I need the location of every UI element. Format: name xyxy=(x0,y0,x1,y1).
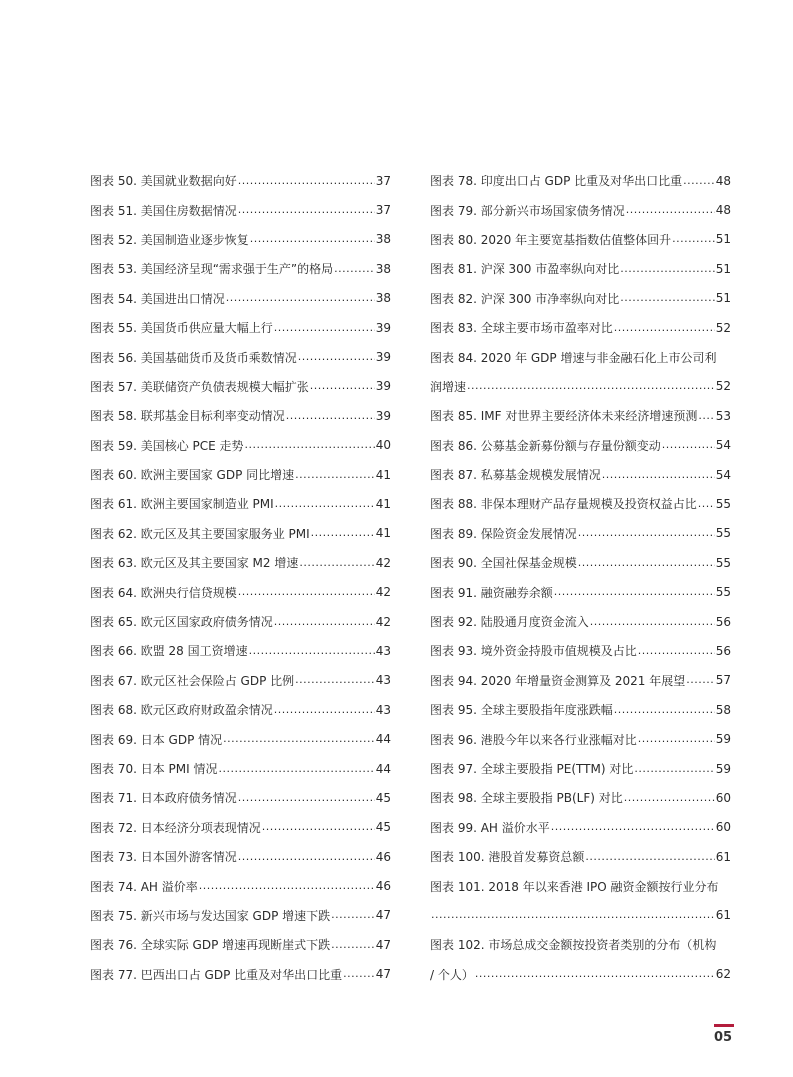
toc-entry[interactable] xyxy=(430,460,731,489)
toc-entry-page: 54 xyxy=(715,438,731,453)
toc-dot-leader xyxy=(238,792,375,804)
toc-entry-page: 42 xyxy=(375,614,391,629)
toc-dot-leader xyxy=(638,645,715,657)
toc-entry[interactable] xyxy=(430,607,731,636)
toc-entry-title: 图表 61. 欧洲主要国家制造业 PMI xyxy=(90,497,274,512)
toc-entry-page: 42 xyxy=(375,555,391,570)
toc-dot-leader xyxy=(223,733,375,745)
toc-entry-page: 55 xyxy=(715,526,731,541)
toc-entry[interactable] xyxy=(90,813,391,842)
toc-entry-title: 图表 71. 日本政府债务情况 xyxy=(90,791,237,806)
toc-dot-leader xyxy=(331,939,375,951)
toc-dot-leader xyxy=(298,351,375,363)
toc-entry-page: 43 xyxy=(375,673,391,688)
toc-entry-page: 56 xyxy=(715,614,731,629)
toc-entry[interactable] xyxy=(430,254,731,283)
toc-entry[interactable] xyxy=(90,254,391,283)
toc-entry[interactable] xyxy=(90,166,391,195)
toc-entry[interactable] xyxy=(430,871,731,900)
toc-entry-page: 61 xyxy=(715,908,731,923)
toc-dot-leader xyxy=(620,263,714,275)
toc-dot-leader xyxy=(554,586,715,598)
toc-dot-leader xyxy=(683,175,715,187)
toc-entry[interactable] xyxy=(90,636,391,665)
toc-dot-leader xyxy=(238,851,375,863)
toc-entry-page: 59 xyxy=(715,761,731,776)
toc-entry-title: 润增速 xyxy=(430,379,467,394)
toc-entry[interactable] xyxy=(90,871,391,900)
toc-entry-title: 图表 63. 欧元区及其主要国家 M2 增速 xyxy=(90,556,299,571)
toc-entry-title: 图表 96. 港股今年以来各行业涨幅对比 xyxy=(430,732,637,747)
toc-dot-leader xyxy=(590,616,715,628)
toc-dot-leader xyxy=(295,674,375,686)
toc-entry[interactable] xyxy=(430,225,731,254)
toc-dot-leader xyxy=(475,968,715,980)
toc-entry-page: 51 xyxy=(715,261,731,276)
toc-entry[interactable] xyxy=(90,225,391,254)
toc-entry-page: 53 xyxy=(715,408,731,423)
toc-entry-title: 图表 85. IMF 对世界主要经济体未来经济增速预测 xyxy=(430,409,698,424)
toc-entry-page: 52 xyxy=(715,320,731,335)
toc-dot-leader xyxy=(275,498,375,510)
toc-dot-leader xyxy=(274,616,375,628)
toc-entry[interactable] xyxy=(90,431,391,460)
toc-entry-title: 图表 65. 欧元区国家政府债务情况 xyxy=(90,615,273,630)
toc-entry[interactable] xyxy=(430,783,731,812)
toc-entry-page: 41 xyxy=(375,526,391,541)
toc-entry-title: 图表 70. 日本 PMI 情况 xyxy=(90,762,218,776)
toc-entry-title: 图表 75. 新兴市场与发达国家 GDP 增速下跌 xyxy=(90,908,331,923)
toc-entry-title: 图表 98. 全球主要股指 PB(LF) 对比 xyxy=(430,791,623,806)
toc-entry-page: 62 xyxy=(715,967,731,982)
toc-entry-page: 58 xyxy=(715,702,731,717)
toc-dot-leader xyxy=(226,292,375,304)
toc-entry-page: 44 xyxy=(375,732,391,747)
toc-dot-leader xyxy=(431,909,715,921)
toc-entry-page: 60 xyxy=(715,790,731,805)
toc-entry-title: 图表 79. 部分新兴市场国家债务情况 xyxy=(430,203,625,218)
toc-entry-page: 43 xyxy=(375,702,391,717)
toc-entry[interactable] xyxy=(430,666,731,695)
toc-entry-title: 图表 57. 美联储资产负债表规模大幅扩张 xyxy=(90,379,309,394)
toc-entry[interactable] xyxy=(90,342,391,371)
toc-entry[interactable] xyxy=(90,401,391,430)
toc-dot-leader xyxy=(686,674,714,686)
toc-dot-leader xyxy=(620,292,714,304)
toc-entry-page: 37 xyxy=(375,173,391,188)
toc-entry-title: 图表 60. 欧洲主要国家 GDP 同比增速 xyxy=(90,468,295,483)
toc-entry-page: 51 xyxy=(715,232,731,247)
toc-entry-title: 图表 74. AH 溢价率 xyxy=(90,879,198,894)
toc-entry[interactable] xyxy=(90,489,391,518)
toc-entry[interactable] xyxy=(90,754,391,783)
toc-entry-page: 51 xyxy=(715,291,731,306)
toc-dot-leader xyxy=(334,263,375,275)
toc-entry-page: 48 xyxy=(715,203,731,218)
toc-entry-title: 图表 84. 2020 年 GDP 增速与非金融石化上市公司利 xyxy=(430,350,717,365)
toc-entry[interactable] xyxy=(430,489,731,518)
toc-dot-leader xyxy=(602,469,715,481)
toc-entry-title: 图表 50. 美国就业数据向好 xyxy=(90,174,237,189)
toc-entry[interactable] xyxy=(430,754,731,783)
toc-entry[interactable] xyxy=(430,166,731,195)
toc-entry-title: 图表 101. 2018 年以来香港 IPO 融资金额按行业分布 xyxy=(430,879,719,894)
toc-entry-title: 图表 76. 全球实际 GDP 增速再现断崖式下跌 xyxy=(90,938,331,953)
toc-entry-title: 图表 94. 2020 年增量资金测算及 2021 年展望 xyxy=(430,673,686,688)
toc-dot-leader xyxy=(250,233,375,245)
toc-entry-title: 图表 58. 联邦基金目标利率变动情况 xyxy=(90,409,285,424)
toc-dot-leader xyxy=(578,527,715,539)
toc-entry-page: 39 xyxy=(375,350,391,365)
toc-dot-leader xyxy=(299,557,374,569)
toc-entry[interactable] xyxy=(90,930,391,959)
toc-entry-title: 图表 62. 欧元区及其主要国家服务业 PMI xyxy=(90,526,310,541)
toc-dot-leader xyxy=(238,204,375,216)
toc-entry[interactable] xyxy=(430,519,731,548)
toc-entry-title: 图表 82. 沪深 300 市净率纵向对比 xyxy=(430,291,620,306)
toc-entry[interactable] xyxy=(90,724,391,753)
toc-entry-title: 图表 102. 市场总成交金额按投资者类别的分布（机构 xyxy=(430,938,717,953)
toc-entry-title: 图表 67. 欧元区社会保险占 GDP 比例 xyxy=(90,673,295,688)
toc-dot-leader xyxy=(245,439,375,451)
toc-dot-leader xyxy=(311,527,375,539)
page-number: 05 xyxy=(714,1030,733,1045)
toc-entry[interactable] xyxy=(430,548,731,577)
toc-entry[interactable] xyxy=(430,401,731,430)
toc-entry-title: 图表 86. 公募基金新募份额与存量份额变动 xyxy=(430,438,661,453)
toc-entry-page: 41 xyxy=(375,496,391,511)
toc-entry-page: 39 xyxy=(375,320,391,335)
toc-dot-leader xyxy=(626,204,715,216)
toc-entry-page: 47 xyxy=(375,908,391,923)
toc-dot-leader xyxy=(238,175,375,187)
toc-entry-title: 图表 83. 全球主要市场市盈率对比 xyxy=(430,321,613,336)
toc-entry-page: 55 xyxy=(715,585,731,600)
toc-entry[interactable] xyxy=(430,372,731,401)
toc-entry[interactable] xyxy=(430,901,731,930)
toc-entry-page: 37 xyxy=(375,203,391,218)
toc-entry-page: 57 xyxy=(715,673,731,688)
toc-dot-leader xyxy=(662,439,715,451)
toc-entry-page: 48 xyxy=(715,173,731,188)
toc-entry-title: 图表 88. 非保本理财产品存量规模及投资权益占比 xyxy=(430,497,697,512)
toc-entry[interactable] xyxy=(90,195,391,224)
toc-entry-title: 图表 81. 沪深 300 市盈率纵向对比 xyxy=(430,262,620,277)
toc-entry-page: 39 xyxy=(375,408,391,423)
toc-dot-leader xyxy=(698,498,715,510)
toc-entry-title: 图表 80. 2020 年主要宽基指数估值整体回升 xyxy=(430,232,672,247)
toc-entry-title: 图表 68. 欧元区政府财政盈余情况 xyxy=(90,703,273,718)
toc-entry-title: 图表 78. 印度出口占 GDP 比重及对华出口比重 xyxy=(430,174,683,189)
toc-entry-page: 46 xyxy=(375,879,391,894)
toc-entry-page: 55 xyxy=(715,496,731,511)
toc-dot-leader xyxy=(286,410,375,422)
toc-entry[interactable] xyxy=(430,695,731,724)
toc-entry-title: 图表 97. 全球主要股指 PE(TTM) 对比 xyxy=(430,762,634,776)
toc-entry-title: 图表 99. AH 溢价水平 xyxy=(430,820,550,835)
toc-entry-title: 图表 54. 美国进出口情况 xyxy=(90,291,225,306)
toc-dot-leader xyxy=(467,380,715,392)
toc-entry[interactable] xyxy=(90,519,391,548)
toc-entry-page: 43 xyxy=(375,643,391,658)
toc-dot-leader xyxy=(343,968,375,980)
toc-dot-leader xyxy=(295,469,375,481)
toc-entry-page: 45 xyxy=(375,790,391,805)
toc-entry[interactable] xyxy=(430,842,731,871)
toc-entry-title: / 个人） xyxy=(430,967,474,982)
toc-entry-page: 61 xyxy=(715,849,731,864)
toc-entry[interactable] xyxy=(90,607,391,636)
page-number-accent-bar xyxy=(714,1024,734,1027)
toc-entry-page: 60 xyxy=(715,820,731,835)
toc-entry[interactable] xyxy=(430,724,731,753)
toc-entry-title: 图表 66. 欧盟 28 国工资增速 xyxy=(90,644,248,659)
toc-entry[interactable] xyxy=(90,313,391,342)
toc-entry-title: 图表 89. 保险资金发展情况 xyxy=(430,526,577,541)
toc-entry[interactable] xyxy=(90,284,391,313)
toc-dot-leader xyxy=(638,733,715,745)
toc-right-column xyxy=(430,166,731,989)
toc-entry[interactable] xyxy=(90,783,391,812)
toc-entry-title: 图表 93. 境外资金持股市值规模及占比 xyxy=(430,644,637,659)
toc-dot-leader xyxy=(614,322,715,334)
toc-entry[interactable] xyxy=(430,284,731,313)
toc-entry[interactable] xyxy=(430,636,731,665)
toc-dot-leader xyxy=(199,880,375,892)
toc-entry-title: 图表 95. 全球主要股指年度涨跌幅 xyxy=(430,703,613,718)
toc-entry-page: 45 xyxy=(375,820,391,835)
toc-entry[interactable] xyxy=(430,431,731,460)
toc-entry[interactable] xyxy=(430,960,731,989)
toc-entry-title: 图表 59. 美国核心 PCE 走势 xyxy=(90,438,244,453)
toc-entry[interactable] xyxy=(430,930,731,959)
toc-dot-leader xyxy=(310,380,375,392)
toc-dot-leader xyxy=(262,821,375,833)
toc-entry[interactable] xyxy=(90,960,391,989)
toc-entry-page: 54 xyxy=(715,467,731,482)
toc-entry[interactable] xyxy=(430,195,731,224)
toc-entry-page: 59 xyxy=(715,732,731,747)
toc-dot-leader xyxy=(274,322,375,334)
toc-entry-page: 38 xyxy=(375,291,391,306)
toc-entry-page: 46 xyxy=(375,849,391,864)
toc-entry[interactable] xyxy=(430,342,731,371)
toc-entry[interactable] xyxy=(430,313,731,342)
toc-dot-leader xyxy=(249,645,375,657)
toc-entry-title: 图表 87. 私募基金规模发展情况 xyxy=(430,468,601,483)
toc-dot-leader xyxy=(624,792,715,804)
toc-dot-leader xyxy=(551,821,715,833)
toc-entry-page: 52 xyxy=(715,379,731,394)
toc-entry-page: 47 xyxy=(375,937,391,952)
toc-entry-title: 图表 64. 欧洲央行信贷规模 xyxy=(90,585,237,600)
toc-entry[interactable] xyxy=(90,460,391,489)
toc-entry-page: 39 xyxy=(375,379,391,394)
toc-dot-leader xyxy=(634,763,714,775)
toc-entry[interactable] xyxy=(90,577,391,606)
toc-entry-page: 38 xyxy=(375,232,391,247)
toc-dot-leader xyxy=(672,233,715,245)
toc-entry[interactable] xyxy=(90,695,391,724)
toc-dot-leader xyxy=(585,851,714,863)
toc-dot-leader xyxy=(274,704,375,716)
toc-dot-leader xyxy=(614,704,715,716)
toc-entry-page: 42 xyxy=(375,585,391,600)
toc-entry-title: 图表 92. 陆股通月度资金流入 xyxy=(430,615,589,630)
toc-entry-page: 41 xyxy=(375,467,391,482)
toc-entry-page: 47 xyxy=(375,967,391,982)
toc-entry-title: 图表 69. 日本 GDP 情况 xyxy=(90,732,223,747)
toc-entry[interactable] xyxy=(90,372,391,401)
toc-entry-page: 44 xyxy=(375,761,391,776)
toc-entry[interactable] xyxy=(430,813,731,842)
toc-entry[interactable] xyxy=(90,842,391,871)
toc-entry[interactable] xyxy=(90,901,391,930)
toc-dot-leader xyxy=(238,586,375,598)
toc-entry-title: 图表 51. 美国住房数据情况 xyxy=(90,203,237,218)
toc-dot-leader xyxy=(698,410,714,422)
toc-entry[interactable] xyxy=(90,666,391,695)
toc-entry-page: 56 xyxy=(715,643,731,658)
toc-entry-page: 40 xyxy=(375,438,391,453)
toc-dot-leader xyxy=(331,909,375,921)
toc-entry-title: 图表 77. 巴西出口占 GDP 比重及对华出口比重 xyxy=(90,967,343,982)
toc-entry-title: 图表 53. 美国经济呈现“需求强于生产”的格局 xyxy=(90,262,334,277)
toc-entry-title: 图表 72. 日本经济分项表现情况 xyxy=(90,820,261,835)
toc-dot-leader xyxy=(218,763,374,775)
toc-entry-title: 图表 73. 日本国外游客情况 xyxy=(90,850,237,865)
toc-entry[interactable] xyxy=(430,577,731,606)
toc-entry-page: 55 xyxy=(715,555,731,570)
toc-entry[interactable] xyxy=(90,548,391,577)
toc-entry-title: 图表 55. 美国货币供应量大幅上行 xyxy=(90,321,273,336)
toc-entry-title: 图表 52. 美国制造业逐步恢复 xyxy=(90,232,249,247)
toc-dot-leader xyxy=(578,557,715,569)
toc-entry-title: 图表 56. 美国基础货币及货币乘数情况 xyxy=(90,350,297,365)
toc-entry-title: 图表 91. 融资融券余额 xyxy=(430,585,553,600)
toc-left-column xyxy=(90,166,391,989)
toc-entry-title: 图表 90. 全国社保基金规模 xyxy=(430,556,577,571)
toc-entry-title: 图表 100. 港股首发募资总额 xyxy=(430,850,585,865)
toc-entry-page: 38 xyxy=(375,261,391,276)
